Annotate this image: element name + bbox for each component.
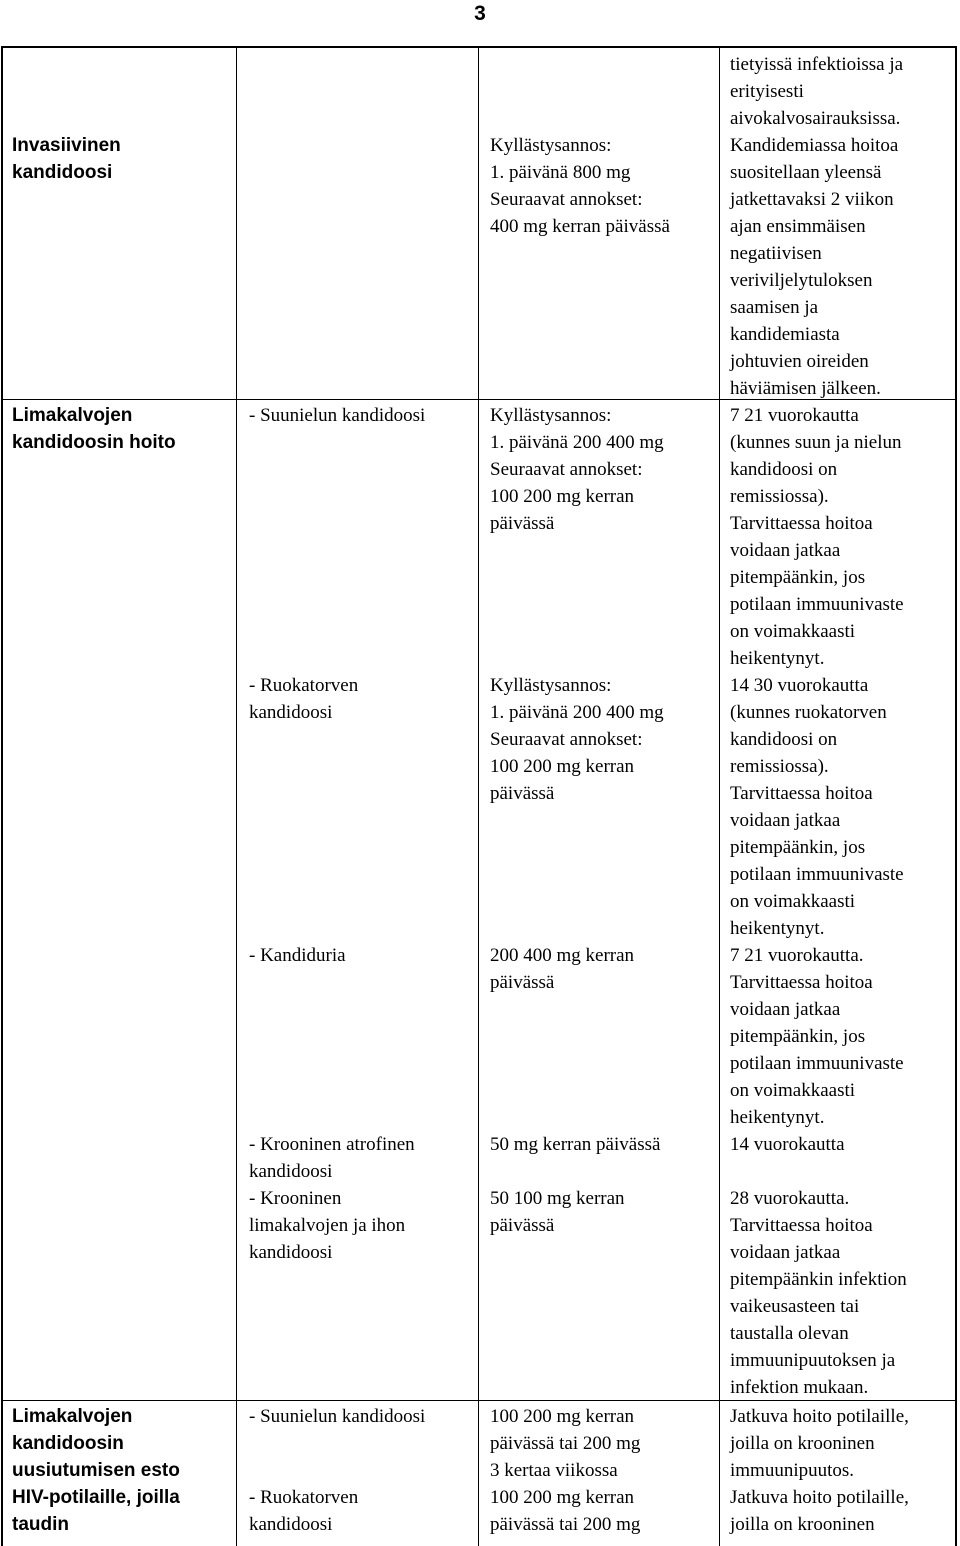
dose-cell: 200 400 mg kerran päivässä [490,945,635,993]
condition-cell: - Krooninen limakalvojen ja ihon kandidoosi [249,1188,406,1263]
page-number: 3 [474,2,486,25]
column-divider [478,46,479,1546]
column-divider [719,46,720,1546]
condition-cell: - Ruokatorven kandidoosi [249,1487,359,1535]
column-divider [236,46,237,1546]
duration-cell: 7 21 vuorokautta. Tarvittaessa hoitoa voidaan jatkaa pitempäänkin, jos potilaan immuunivaste on voimakkaasti heikentynyt. [730,945,904,1128]
duration-cell: 14 30 vuorokautta (kunnes ruokatorven kandidoosi on remissiossa). Tarvittaessa hoitoa voidaan jatkaa pitempäänkin, jos potilaan immuunivaste on voimakkaasti heikentynyt. [730,675,904,939]
dose-cell: 50 100 mg kerran päivässä [490,1188,625,1236]
dose-cell: Kyllästysannos: 1. päivänä 200 400 mg Seuraavat annokset: 100 200 mg kerran päivässä [490,675,664,804]
duration-cell: 7 21 vuorokautta (kunnes suun ja nielun kandidoosi on remissiossa). Tarvittaessa hoitoa voidaan jatkaa pitempäänkin, jos potilaan immuunivaste on voimakkaasti heikentynyt. [730,405,904,669]
dose-cell: Kyllästysannos: 1. päivänä 800 mg Seuraavat annokset: 400 mg kerran päivässä [490,135,670,237]
duration-cell: 28 vuorokautta. Tarvittaessa hoitoa voidaan jatkaa pitempäänkin infektion vaikeusasteen tai taustalla olevan immuunipuutoksen ja infektion mukaan. [730,1188,907,1398]
duration-cell: tietyissä infektioissa ja erityisesti aivokalvosairauksissa. Kandidemiassa hoitoa suositellaan yleensä jatkettavaksi 2 viikon ajan ensimmäisen negatiivisen veriviljelytuloksen saamisen ja kandidemiasta johtuvien oireiden häviämisen jälkeen. [730,54,904,399]
duration-cell: Jatkuva hoito potilaille, joilla on krooninen [730,1487,909,1535]
indication-invasive-candidiasis: Invasiivinen kandidoosi [12,135,121,183]
condition-cell: - Suunielun kandidoosi [249,405,426,426]
indication-mucosal-treatment: Limakalvojen kandidoosin hoito [12,405,176,453]
duration-cell: 14 vuorokautta [730,1134,845,1155]
dose-cell: 50 mg kerran päivässä [490,1134,661,1155]
condition-cell: - Kandiduria [249,945,346,966]
condition-cell: - Krooninen atrofinen kandidoosi [249,1134,415,1182]
dose-cell: Kyllästysannos: 1. päivänä 200 400 mg Seuraavat annokset: 100 200 mg kerran päivässä [490,405,664,534]
duration-cell: Jatkuva hoito potilaille, joilla on krooninen immuunipuutos. [730,1406,909,1481]
condition-cell: - Ruokatorven kandidoosi [249,675,359,723]
dose-cell: 100 200 mg kerran päivässä tai 200 mg [490,1487,641,1535]
dose-cell: 100 200 mg kerran päivässä tai 200 mg 3 kertaa viikossa [490,1406,641,1481]
indication-relapse-prevention: Limakalvojen kandidoosin uusiutumisen esto HIV-potilaille, joilla taudin [12,1406,180,1535]
condition-cell: - Suunielun kandidoosi [249,1406,426,1427]
